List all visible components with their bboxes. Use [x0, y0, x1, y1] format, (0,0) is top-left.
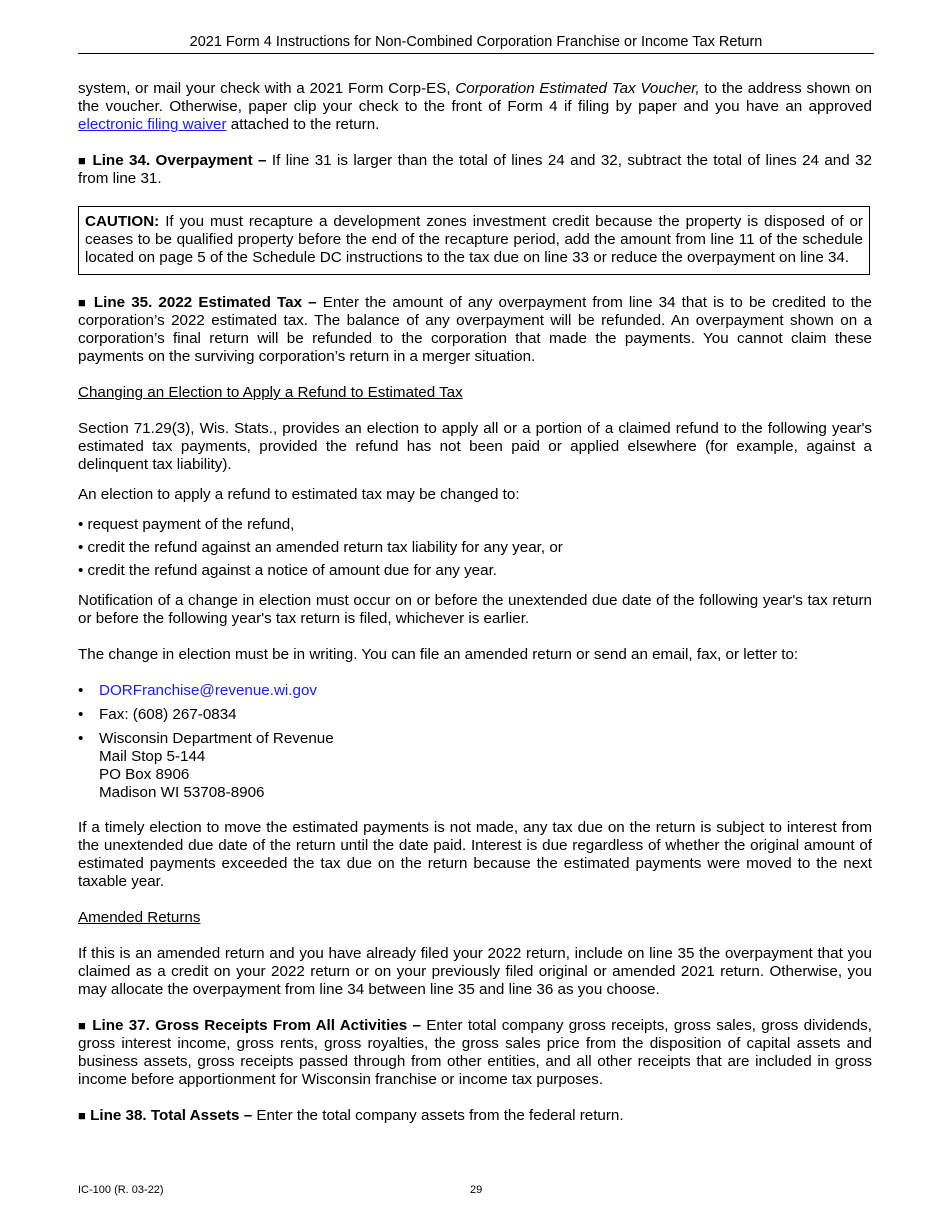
square-bullet-icon: ■: [78, 295, 88, 310]
list-item: • credit the refund against an amended return tax liability for any year, or: [78, 539, 563, 556]
square-bullet-icon: ■: [78, 153, 88, 168]
mailing-address: Wisconsin Department of Revenue Mail Stop 5-144 PO Box 8906 Madison WI 53708-8906: [99, 730, 334, 801]
amended-returns-paragraph: If this is an amended return and you have already filed your 2022 return, include on line 35 the overpayment that you claimed as a credit on your 2022 return or on your previously filed original or amended 2021 return. Otherwise, you may allocate the overpayment from line 34 between line 35 and line 36 as you choose.: [78, 945, 872, 998]
line-35-paragraph: ■ Line 35. 2022 Estimated Tax – Enter the amount of any overpayment from line 34 that is to be credited to the corporation’s 2022 estimated tax. The balance of any overpayment will be refunded. An overpayment shown on a corporation’s final return will be refunded to the corporation that made the payments. You cannot claim these payments on the surviving corporation’s return in a merger situation.: [78, 294, 872, 365]
bullet-icon: •: [78, 730, 84, 747]
timely-election-paragraph: If a timely election to move the estimated payments is not made, any tax due on the return is subject to interest from the unextended due date of the return until the date paid. Interest is due regardless of whether the original amount of estimated payments exceeded the tax due on the return because the estimated payments were moved to the next taxable year.: [78, 819, 872, 890]
page-header: 2021 Form 4 Instructions for Non-Combined Corporation Franchise or Income Tax Return: [78, 33, 874, 54]
list-item: • credit the refund against a notice of amount due for any year.: [78, 562, 498, 579]
election-intro: An election to apply a refund to estimated tax may be changed to:: [78, 486, 520, 503]
form-id: IC-100 (R. 03-22): [78, 1184, 164, 1196]
square-bullet-icon: ■: [78, 1018, 87, 1033]
changing-election-heading: Changing an Election to Apply a Refund to Estimated Tax: [78, 384, 463, 401]
contact-list: [78, 682, 872, 802]
page-number: 29: [470, 1184, 483, 1196]
email-link[interactable]: DORFranchise@revenue.wi.gov: [99, 682, 318, 699]
bullet-icon: •: [78, 706, 84, 723]
election-options-list: [78, 516, 872, 580]
list-item: • request payment of the refund,: [78, 516, 295, 533]
payment-paragraph: system, or mail your check with a 2021 Form Corp-ES, Corporation Estimated Tax Voucher, to the address shown on the voucher. Otherwise, paper clip your check to the front of Form 4 if filing by paper and you have an approved electronic filing waiver attached to the return.: [78, 80, 872, 133]
line-38-paragraph: ■ Line 38. Total Assets – Enter the total company assets from the federal return.: [78, 1107, 624, 1124]
list-item: [78, 706, 872, 724]
electronic-filing-waiver-link[interactable]: electronic filing waiver: [78, 116, 227, 133]
caution-label: CAUTION:: [85, 213, 160, 230]
notification-paragraph: Notification of a change in election must occur on or before the unextended due date of the following year's tax return or before the following year's tax return is filed, whichever is earlier.: [78, 592, 872, 627]
line-37-paragraph: ■ Line 37. Gross Receipts From All Activities – Enter total company gross receipts, gross sales, gross dividends, gross interest income, gross rents, gross royalties, the gross sales price from the disposition of capital assets and business assets, gross receipts passed through from other entities, and all other receipts that are included in gross income before apportionment for Wisconsin franchise or income tax purposes.: [78, 1017, 872, 1088]
bullet-icon: •: [78, 682, 84, 699]
list-item: [78, 682, 872, 700]
list-item: [78, 730, 872, 802]
writing-paragraph: The change in election must be in writing. You can file an amended return or send an email, fax, or letter to:: [78, 646, 799, 663]
square-bullet-icon: ■: [78, 1108, 86, 1123]
section-paragraph: Section 71.29(3), Wis. Stats., provides an election to apply all or a portion of a claimed refund to the following year's estimated tax payments, provided the refund has not been paid or applied elsewhere (for example, against a delinquent tax liability).: [78, 420, 872, 473]
line-34-paragraph: ■ Line 34. Overpayment – If line 31 is larger than the total of lines 24 and 32, subtract the total of lines 24 and 32 from line 31.: [78, 152, 872, 187]
fax-number: Fax: (608) 267-0834: [99, 706, 237, 723]
amended-returns-heading: Amended Returns: [78, 909, 201, 926]
page-content: [78, 80, 872, 1125]
caution-box: CAUTION: If you must recapture a development zones investment credit because the property is disposed of or ceases to be qualified property before the end of the recapture period, add the amount from line 11 of the schedule located on page 5 of the Schedule DC instructions to the tax due on line 33 or reduce the overpayment on line 34.: [78, 206, 870, 275]
